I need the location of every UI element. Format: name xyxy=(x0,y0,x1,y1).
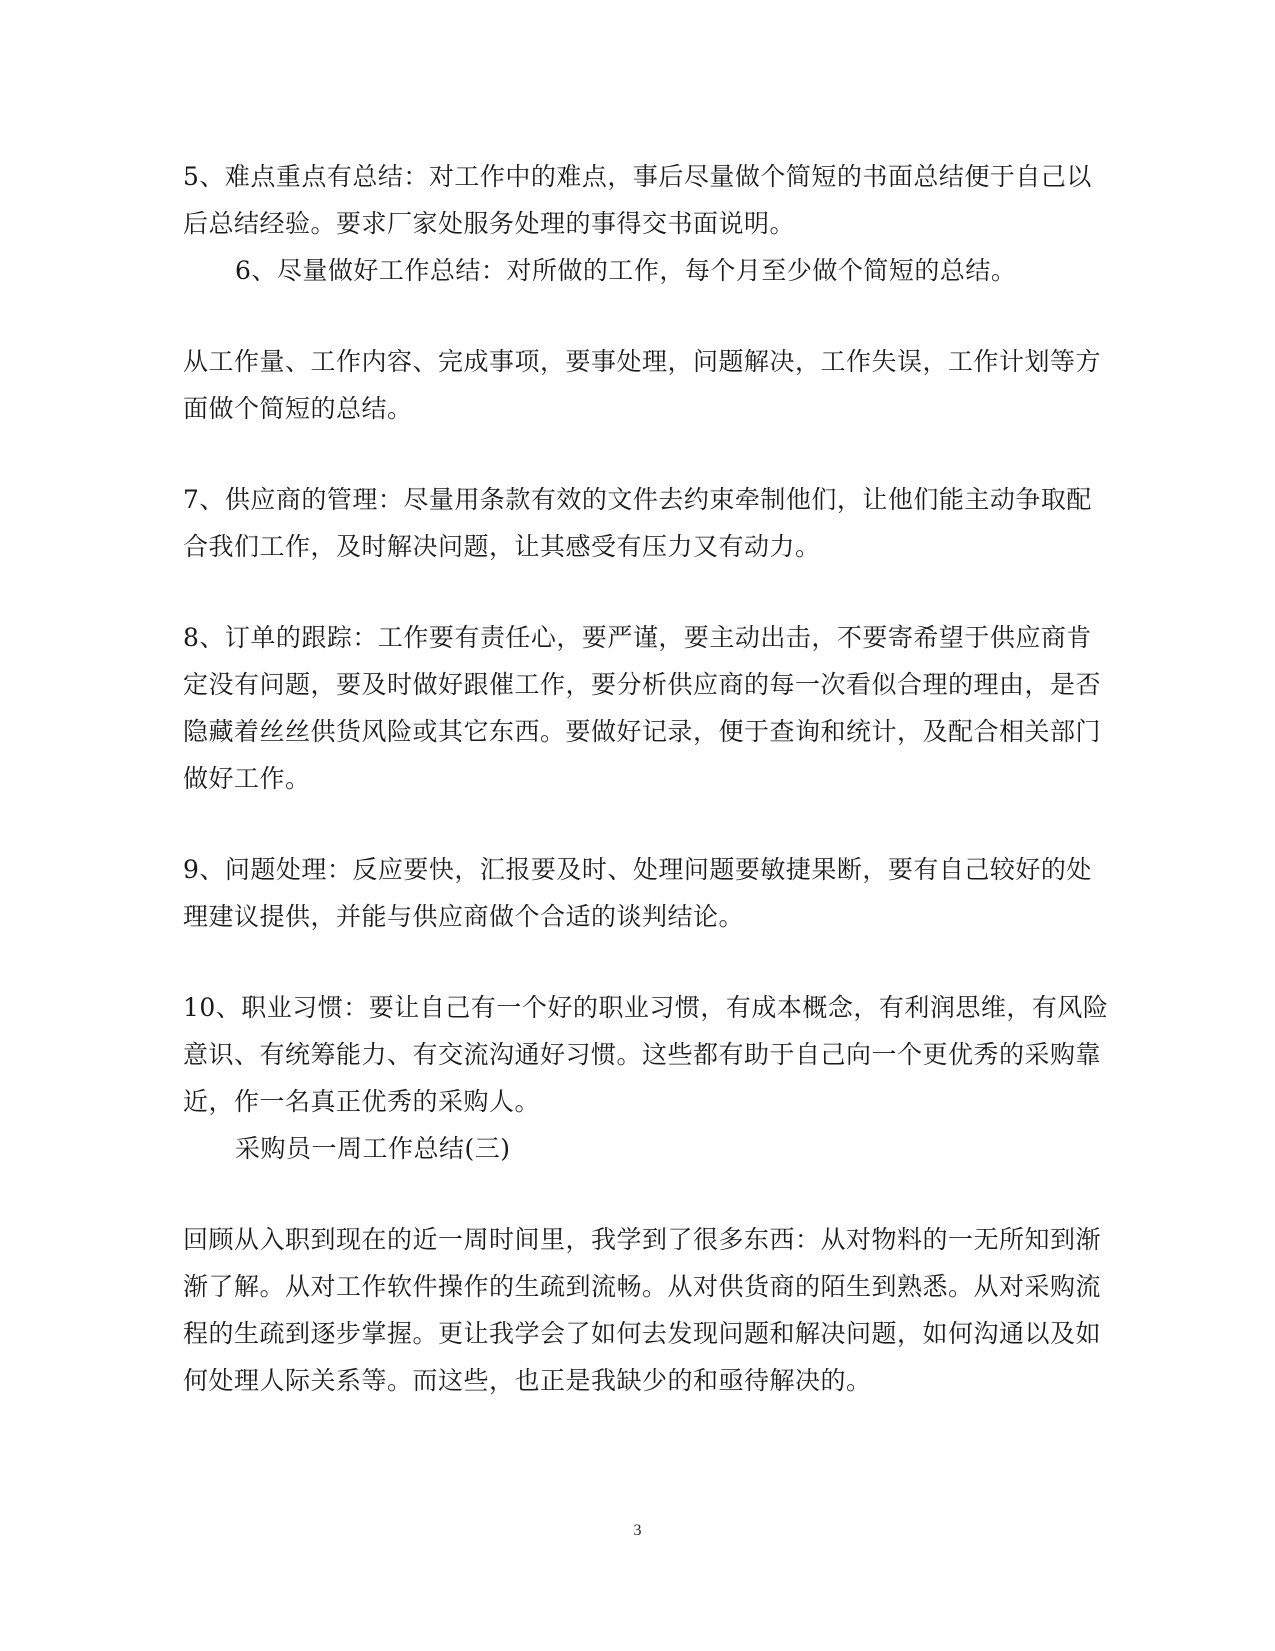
text-line: 渐了解。从对工作软件操作的生疏到流畅。从对供货商的陌生到熟悉。从对采购流 xyxy=(183,1272,1102,1301)
text-line: 后总结经验。要求厂家处服务处理的事得交书面说明。 xyxy=(183,209,796,238)
text-line: 回顾从入职到现在的近一周时间里，我学到了很多东西：从对物料的一无所知到渐 xyxy=(183,1225,1102,1254)
text-line: 何处理人际关系等。而这些，也正是我缺少的和亟待解决的。 xyxy=(183,1366,872,1395)
text-line: 6、尽量做好工作总结：对所做的工作，每个月至少做个简短的总结。 xyxy=(235,256,1017,285)
text-line: 隐藏着丝丝供货风险或其它东西。要做好记录，便于查询和统计，及配合相关部门 xyxy=(183,717,1102,746)
text-line: 8、订单的跟踪：工作要有责任心，要严谨，要主动出击，不要寄希望于供应商肯 xyxy=(183,623,1092,652)
text-line: 程的生疏到逐步掌握。更让我学会了如何去发现问题和解决问题，如何沟通以及如 xyxy=(183,1319,1102,1348)
text-line: 10、职业习惯：要让自己有一个好的职业习惯，有成本概念，有利润思维，有风险 xyxy=(183,993,1109,1022)
text-line: 9、问题处理：反应要快，汇报要及时、处理问题要敏捷果断，要有自己较好的处 xyxy=(183,855,1092,884)
text-line: 定没有问题，要及时做好跟催工作，要分析供应商的每一次看似合理的理由，是否 xyxy=(183,670,1102,699)
text-line: 理建议提供，并能与供应商做个合适的谈判结论。 xyxy=(183,902,745,931)
text-line: 从工作量、工作内容、完成事项，要事处理，问题解决，工作失误，工作计划等方 xyxy=(183,347,1102,376)
text-line: 近，作一名真正优秀的采购人。 xyxy=(183,1087,541,1116)
page-number: 3 xyxy=(633,1522,642,1539)
text-line: 合我们工作，及时解决问题，让其感受有压力又有动力。 xyxy=(183,532,821,561)
text-line: 7、供应商的管理：尽量用条款有效的文件去约束牵制他们，让他们能主动争取配 xyxy=(183,485,1092,514)
text-line: 面做个简短的总结。 xyxy=(183,394,413,423)
section-heading: 采购员一周工作总结(三) xyxy=(235,1134,511,1163)
text-line: 5、难点重点有总结：对工作中的难点，事后尽量做个简短的书面总结便于自己以 xyxy=(183,162,1092,191)
text-line: 意识、有统筹能力、有交流沟通好习惯。这些都有助于自己向一个更优秀的采购靠 xyxy=(183,1040,1102,1069)
text-line: 做好工作。 xyxy=(183,764,311,793)
